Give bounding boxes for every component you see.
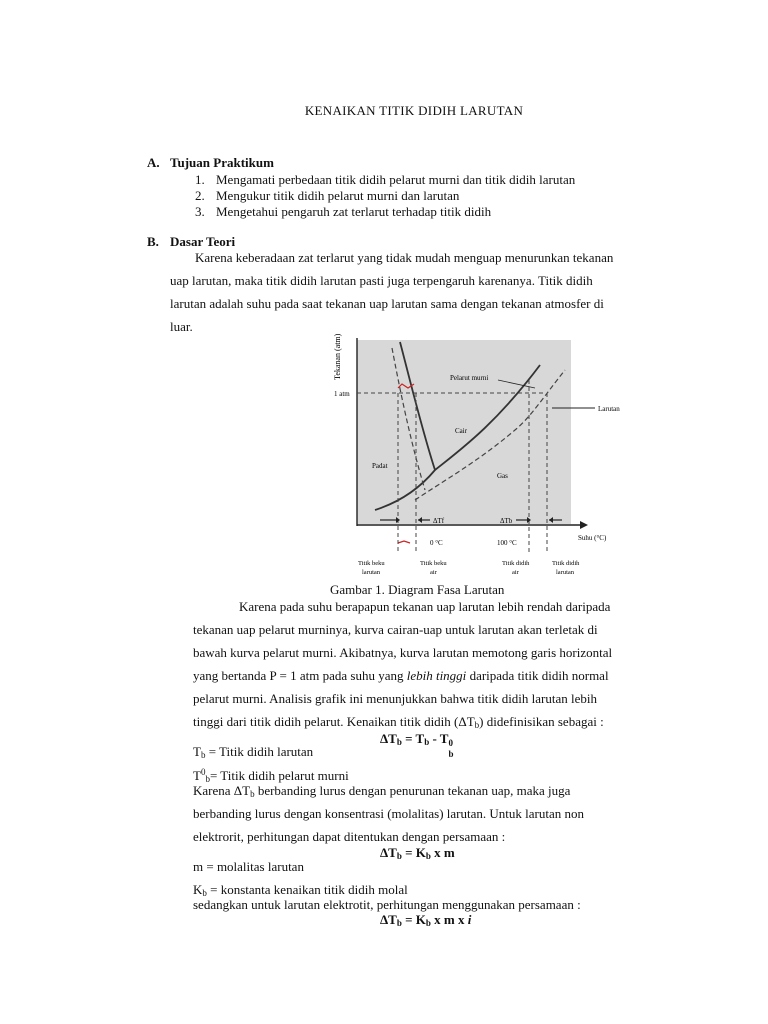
text-run: daripada titik didih normal (466, 668, 609, 683)
text-run: berbanding lurus dengan penurunan tekanan uap, maka juga (254, 783, 571, 798)
larutan-label: Larutan (598, 405, 620, 413)
eq-part: ΔT (380, 845, 397, 860)
def-part: K (193, 882, 203, 897)
subscript: b (425, 851, 431, 861)
superscript: 0 (200, 767, 206, 777)
definition-m: m = molalitas larutan (193, 859, 304, 874)
paragraph-line: sedangkan untuk larutan elektrotit, perhitungan menggunakan persamaan : (193, 897, 581, 912)
subscript: b (425, 918, 431, 928)
def-part: = Titik didih pelarut murni (209, 768, 349, 783)
paragraph-line: Karena pada suhu berapapun tekanan uap larutan lebih rendah daripada (239, 599, 611, 614)
eq-part: = K (401, 845, 426, 860)
list-item-number: 1. (195, 172, 205, 187)
gas-label: Gas (497, 472, 508, 480)
emphasis-text: lebih tinggi (406, 668, 467, 683)
section-a-heading: Tujuan Praktikum (170, 155, 274, 170)
subscript: b (396, 851, 402, 861)
bottom-label: Titik didih (502, 560, 530, 567)
paragraph-line (193, 783, 570, 799)
subscript: b (396, 918, 402, 928)
eq-part: = K (401, 912, 426, 927)
bottom-label: air (430, 569, 437, 576)
list-item-number: 2. (195, 188, 205, 203)
section-b-label: B. (147, 234, 159, 249)
bottom-label: Titik didih (552, 560, 580, 567)
x-axis-label: Suhu (°C) (578, 534, 607, 542)
text-run: yang bertanda P = 1 atm pada suhu yang (193, 668, 407, 683)
subscript: b (205, 774, 210, 784)
equation-kb-m-i (380, 912, 471, 928)
equation-delta-tb (380, 731, 455, 759)
equation-kb-m (380, 845, 455, 861)
paragraph-line: uap larutan, maka titik didih larutan pasti juga terpengaruh karenanya. Titik didih (170, 273, 593, 288)
one-atm-label: 1 atm (334, 390, 350, 398)
def-part: T (193, 744, 201, 759)
bottom-label: Titik beku (420, 560, 447, 567)
def-part: T (193, 768, 201, 783)
eq-part: = T (401, 731, 425, 746)
tick-100: 100 °C (497, 539, 517, 547)
paragraph-line: tekanan uap pelarut murninya, kurva cairan-uap untuk larutan akan terletak di (193, 622, 598, 637)
list-item: Mengetahui pengaruh zat terlarut terhadap titik didih (216, 204, 492, 219)
bottom-label: larutan (362, 569, 381, 576)
eq-part: - T (429, 731, 449, 746)
list-item-number: 3. (195, 204, 205, 219)
eq-part: x m (430, 845, 455, 860)
x-axis-arrow (580, 521, 588, 529)
paragraph-line: luar. (170, 319, 193, 334)
eq-part: x m x (430, 912, 468, 927)
paragraph-line (193, 668, 609, 684)
def-part: = Titik didih larutan (205, 744, 314, 759)
list-item: Mengukur titik didih pelarut murni dan larutan (216, 188, 460, 203)
definition-tb (193, 744, 313, 760)
tick-0: 0 °C (430, 539, 443, 547)
definition-t0b (193, 767, 349, 784)
paragraph-line: pelarut murni. Analisis grafik ini menunjukkan bahwa titik didih larutan lebih (193, 691, 598, 706)
phase-diagram (330, 330, 630, 582)
figure-caption: Gambar 1. Diagram Fasa Larutan (330, 582, 505, 597)
paragraph-line: larutan adalah suhu pada saat tekanan uap larutan sama dengan tekanan atmosfer di (170, 296, 604, 311)
cair-label: Cair (455, 427, 468, 435)
subscript: b (396, 737, 402, 747)
padat-label: Padat (372, 462, 388, 470)
subscript: b (448, 749, 454, 759)
delta-tf-label: ΔTf (433, 517, 445, 525)
section-a-label: A. (147, 155, 160, 170)
section-b-heading: Dasar Teori (170, 234, 236, 249)
phase-diagram-svg (330, 330, 630, 582)
paragraph-line: berbanding lurus dengan konsentrasi (molalitas) larutan. Untuk larutan non (193, 806, 584, 821)
list-item: Mengamati perbedaan titik didih pelarut murni dan titik didih larutan (216, 172, 576, 187)
text-run: ) didefinisikan sebagai : (479, 714, 604, 729)
eq-part: ΔT (380, 912, 397, 927)
eq-part: ΔT (380, 731, 397, 746)
subscript: b (474, 720, 480, 730)
text-run: tinggi dari titik didih pelarut. Kenaikan titik didih (ΔT (193, 714, 475, 729)
pelarut-murni-label: Pelarut murni (450, 374, 489, 382)
subscript: b (202, 888, 207, 898)
delta-tb-label: ΔTb (500, 517, 513, 525)
def-part: = konstanta kenaikan titik didih molal (206, 882, 408, 897)
bottom-label: air (512, 569, 519, 576)
red-mark (398, 541, 410, 543)
superscript: 0 (448, 738, 453, 748)
definition-kb (193, 882, 408, 898)
subscript: b (200, 750, 206, 760)
page-title: KENAIKAN TITIK DIDIH LARUTAN (304, 103, 524, 118)
text-run: Karena ΔT (193, 783, 251, 798)
paragraph-line (193, 714, 604, 730)
eq-part: i (467, 912, 472, 927)
bottom-label: larutan (556, 569, 575, 576)
paragraph-line: Karena keberadaan zat terlarut yang tidak mudah menguap menurunkan tekanan (195, 250, 614, 265)
paragraph-line: bawah kurva pelarut murni. Akibatnya, kurva larutan memotong garis horizontal (193, 645, 613, 660)
subscript: b (424, 737, 430, 747)
y-axis-label: Tekanan (atm) (333, 333, 342, 380)
paragraph-line: elektrorit, perhitungan dapat ditentukan dengan persamaan : (193, 829, 506, 844)
subscript: b (250, 789, 255, 799)
bottom-label: Titik beku (358, 560, 385, 567)
